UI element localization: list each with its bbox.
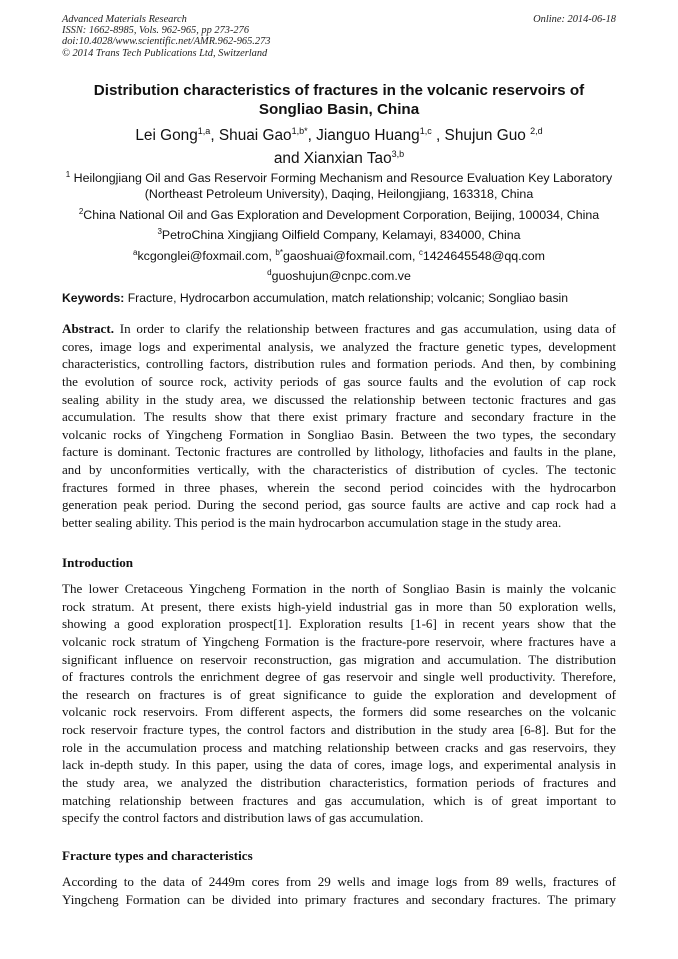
email-sup: a — [133, 248, 138, 257]
abstract-line: accumulation. The results show that there exist primary fracture and secondary fracture in the — [62, 409, 616, 425]
email-link[interactable]: gaoshuai@foxmail.com, — [282, 249, 419, 264]
intro-line: rock reservoir fracture types, the control factors and distribution in the study area [6-8]. But for the — [62, 722, 616, 738]
affiliation-text: (Northeast Petroleum University), Daqing, Heilongjiang, 163318, China — [144, 186, 534, 201]
title-line-1: Distribution characteristics of fractures in the volcanic reservoirs of — [93, 82, 585, 99]
online-date: Online: 2014-06-18 — [533, 14, 616, 25]
affiliation-3 — [62, 224, 616, 244]
author-sup: 1,a — [197, 126, 211, 136]
intro-line: showing a good exploration prospect[1]. Exploration results [1-6] in recent years show that the — [62, 616, 616, 632]
author-name: and Xianxian Tao — [273, 150, 392, 168]
keywords-text: Fracture, Hydrocarbon accumulation, match relationship; volcanic; Songliao basin — [124, 291, 569, 305]
affiliation-sup: 3 — [157, 227, 162, 236]
copyright-line: © 2014 Trans Tech Publications Ltd, Switzerland — [62, 47, 268, 59]
intro-line: the study area, we analyzed the distribution characteristics, formation periods of fractures and — [62, 775, 616, 791]
affiliation-text: China National Oil and Gas Exploration and Development Corporation, Beijing, 100034, China — [83, 208, 600, 223]
email-link[interactable]: kcgonglei@foxmail.com, — [137, 249, 276, 264]
intro-line: of fractures controls the enrichment degree of gas reservoir and single well productivity. Therefore, — [62, 669, 616, 685]
section-heading-introduction: Introduction — [62, 555, 134, 570]
abstract-line: volcanic rocks of Yingcheng Formation in Songliao Basin. Between the two types, the secondary — [62, 426, 616, 442]
author-sup: 2,d — [530, 126, 543, 136]
fracture-line: Yingcheng Formation can be divided into primary fractures and secondary fractures. The primary — [62, 891, 616, 907]
abstract-line: characteristics, controlling factors, distribution rules and formation periods. And then, by combining — [62, 356, 616, 372]
affiliation-text: Heilongjiang Oil and Gas Reservoir Forming Mechanism and Resource Evaluation Key Laboratory — [70, 171, 613, 186]
authors-line-2 — [62, 145, 616, 168]
abstract — [62, 320, 616, 532]
title-line-2: Songliao Basin, China — [258, 101, 420, 118]
email-link[interactable]: 1424645548@qq.com — [422, 249, 545, 264]
introduction-text — [62, 580, 616, 827]
intro-line: rock stratum. At present, there exists high-yield industrial gas in more than 50 exploration wells, — [62, 598, 616, 614]
affiliation-sup: 1 — [65, 170, 71, 179]
author-sup: 3,b — [391, 149, 405, 160]
abstract-line: facture is dominant. Tectonic fractures are controlled by lithology, lithofacies and faults in the plane, — [62, 444, 616, 460]
author-name: , Shujun Guo — [431, 127, 531, 145]
intro-line: matching relationship between fractures and gas accumulation, which is of great important to — [62, 792, 616, 808]
issn-line: ISSN: 1662-8985, Vols. 962-965, pp 273-276 — [62, 25, 250, 37]
keywords-label: Keywords: — [62, 291, 125, 305]
intro-line: The lower Cretaceous Yingcheng Formation in the north of Songliao Basin is mainly the volcanic — [62, 581, 616, 596]
author-list — [62, 122, 616, 168]
journal-header — [62, 14, 616, 59]
email-sup: d — [267, 267, 272, 277]
abstract-line: cores, image logs and experimental analysis, we analyzed the fracture genetic types, development — [62, 338, 616, 354]
intro-line: specify the control factors and distribution laws of gas accumulation. — [62, 810, 424, 826]
intro-line: significant influence on reservoir reconstruction, gas migration and accumulation. The distribution — [62, 651, 616, 667]
abstract-line: In order to clarify the relationship between fractures and gas accumulation, using data of — [114, 321, 616, 336]
intro-line: volcanic rock reservoirs. From different aspects, the formers did some researches on the volcanic — [62, 704, 616, 720]
intro-line: volcanic rock stratum of Yingcheng Formation is the fracture-pore reservoir, where fractures have a — [62, 633, 616, 649]
affiliation-2 — [62, 204, 616, 224]
doi-line: doi:10.4028/www.scientific.net/AMR.962-965.273 — [62, 36, 271, 48]
email-sup: b* — [275, 248, 283, 257]
abstract-line: fractures formed in three phases, wherein the second period coincides with the hydrocarbon — [62, 479, 616, 495]
fracture-line: According to the data of 2449m cores from 29 wells and image logs from 89 wells, fractures of — [62, 874, 616, 889]
abstract-line: better sealing ability. This period is the main hydrocarbon accumulation stage in the study area. — [62, 515, 562, 531]
author-name: , Shuai Gao — [210, 127, 292, 145]
authors-line-1 — [62, 122, 616, 145]
affiliation-sup: 2 — [78, 207, 84, 216]
abstract-label: Abstract. — [62, 321, 114, 336]
intro-line: role in the accumulation process and matching relationship between cracks and gas reservoirs, they — [62, 739, 616, 755]
section-heading-fracture-types: Fracture types and characteristics — [62, 848, 253, 863]
journal-name: Advanced Materials Research — [62, 14, 187, 25]
email-list — [62, 245, 616, 284]
abstract-line: sealing ability in the study area, we discussed the relationship between tectonic fractures and gas — [62, 391, 616, 407]
abstract-line: and by unconformities vertically, with the characteristics of distribution of cycles. The tectonic — [62, 462, 616, 478]
email-link[interactable]: guoshujun@cnpc.com.ve — [271, 268, 411, 283]
author-name: , Jianguo Huang — [307, 127, 420, 145]
author-sup: 1,c — [419, 126, 432, 136]
paper-title — [62, 81, 616, 119]
affiliation-text: PetroChina Xingjiang Oilfield Company, Kelamayi, 834000, China — [161, 228, 521, 243]
email-sup: c — [418, 248, 423, 257]
author-name: Lei Gong — [135, 127, 198, 145]
abstract-line: the evolution of source rock, activity periods of gas source faults and the evolution of cap rock — [62, 373, 616, 389]
abstract-line: generation peak period. During the second period, gas source faults are active and cap rock had a — [62, 497, 616, 513]
intro-line: lack in-depth study. In this paper, using the data of cores, image logs, and experimental analysis in — [62, 757, 616, 773]
author-sup: 1,b* — [291, 126, 308, 136]
fracture-section-text — [62, 873, 616, 908]
intro-line: the research on fractures is of great significance to guide the exploration and development of — [62, 686, 616, 702]
affiliation-1 — [62, 167, 616, 202]
keywords — [62, 291, 616, 306]
